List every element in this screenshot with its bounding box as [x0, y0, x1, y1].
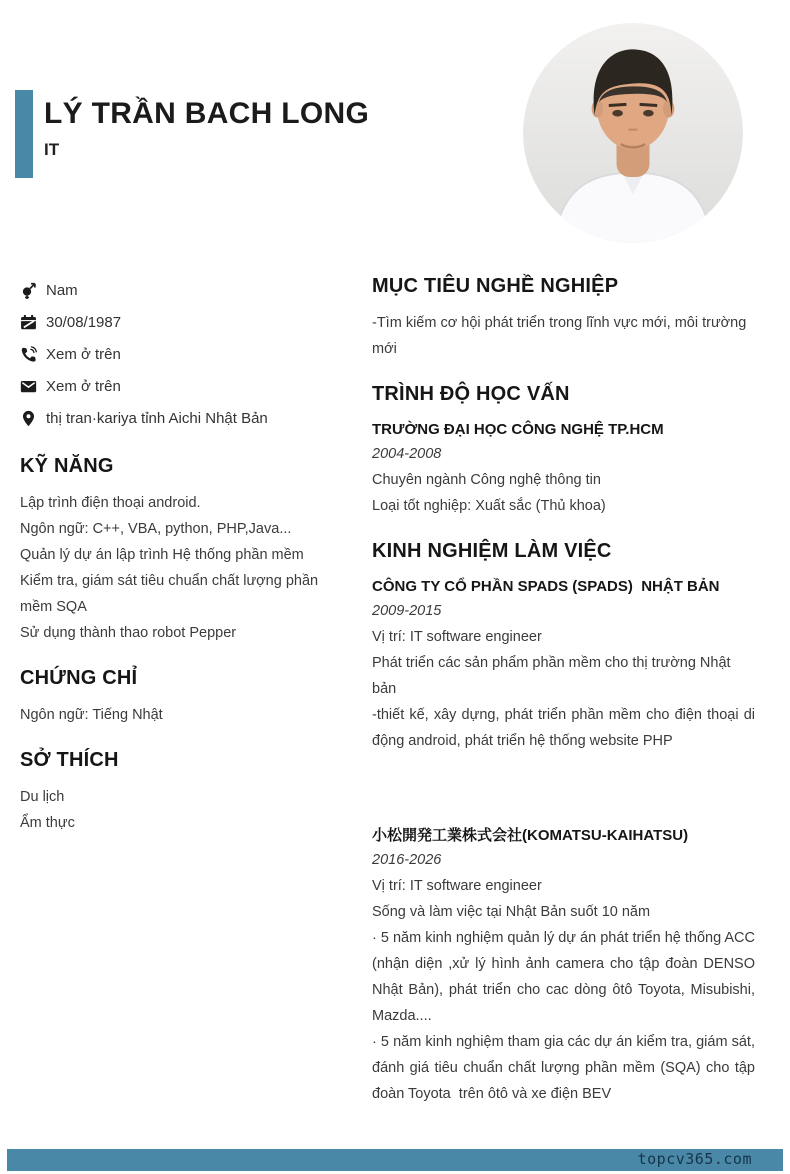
skill-item: Kiểm tra, giám sát tiêu chuẩn chất lượng phần mềm SQA — [20, 573, 319, 615]
job-period: 2009-2015 — [372, 603, 442, 619]
contact-row-phone — [20, 338, 352, 370]
job-detail: -thiết kế, xây dựng, phát triển phần mềm cho điện thoại di động android, phát triển hệ thống website PHP — [372, 707, 760, 749]
objective-text: -Tìm kiếm cơ hội phát triển trong lĩnh vực mới, môi trường mới — [372, 315, 751, 357]
header — [15, 90, 369, 178]
experience-job-1 — [372, 575, 760, 754]
location-icon — [20, 410, 37, 427]
skills-title: KỸ NĂNG — [20, 455, 114, 477]
profile-photo — [523, 23, 743, 243]
watermark-text: topcv365.com — [637, 1150, 752, 1168]
job-position: Vị trí: IT software engineer — [372, 629, 542, 645]
job-company: CÔNG TY CỔ PHẦN SPADS (SPADS) NHẬT BẢN — [372, 578, 720, 595]
objective-title: MỤC TIÊU NGHỀ NGHIỆP — [372, 275, 619, 297]
calendar-icon — [20, 314, 37, 331]
education-grade: Loại tốt nghiệp: Xuất sắc (Thủ khoa) — [372, 498, 606, 514]
job-detail: Sống và làm việc tại Nhật Bản suốt 10 năm — [372, 904, 651, 920]
left-column — [20, 274, 352, 836]
job-detail: · 5 năm kinh nghiệm tham gia các dự án kiểm tra, giám sát, đánh giá tiêu chuẩn chất lượng phần mềm (SQA) cho tập đoàn Toyota trên ôtô và xe điện BEV — [372, 1034, 760, 1102]
contact-gender: Nam — [46, 281, 78, 299]
contact-row-birthdate — [20, 306, 352, 338]
mail-icon — [20, 378, 37, 395]
education-title: TRÌNH ĐỘ HỌC VẤN — [372, 383, 570, 405]
gender-icon — [20, 282, 37, 299]
skill-item: Ngôn ngữ: C++, VBA, python, PHP,Java... — [20, 521, 292, 537]
contact-row-gender — [20, 274, 352, 306]
header-text — [33, 90, 369, 178]
skill-item: Lập trình điện thoại android. — [20, 495, 201, 511]
contact-email: Xem ở trên — [46, 377, 121, 395]
contact-birthdate: 30/08/1987 — [46, 313, 122, 331]
job-position: Vị trí: IT software engineer — [372, 878, 542, 894]
hobby-item: Ẩm thực — [20, 815, 75, 831]
hobby-item: Du lịch — [20, 789, 65, 805]
contact-row-email — [20, 370, 352, 402]
certificate-item: Ngôn ngữ: Tiếng Nhật — [20, 707, 163, 723]
job-company: 小松開発工業株式会社(KOMATSU-KAIHATSU) — [372, 827, 689, 844]
right-column — [372, 274, 760, 1107]
certificates-title: CHỨNG CHỈ — [20, 667, 138, 689]
job-detail: · 5 năm kinh nghiệm quản lý dự án phát triển hệ thống ACC (nhận diện ,xử lý hình ảnh camera cho tập đoàn DENSO Nhật Bản), phát triển cho cac dòng ôtô Toyota, Misubishi, Mazda.... — [372, 930, 760, 1024]
experience-job-2 — [372, 824, 760, 1107]
skill-item: Quản lý dự án lập trình Hệ thống phần mềm — [20, 547, 304, 563]
contact-phone: Xem ở trên — [46, 345, 121, 363]
education-major: Chuyên ngành Công nghệ thông tin — [372, 472, 601, 488]
skill-item: Sử dụng thành thao robot Pepper — [20, 625, 237, 641]
portrait-illustration — [523, 23, 743, 243]
education-period: 2004-2008 — [372, 446, 442, 462]
candidate-name: LÝ TRẦN BACH LONG — [44, 97, 370, 130]
accent-bar — [15, 90, 33, 178]
phone-icon — [20, 346, 37, 363]
contact-address: thị tran·kariya tỉnh Aichi Nhật Bản — [46, 409, 268, 427]
candidate-job-title: IT — [44, 140, 60, 159]
job-period: 2016-2026 — [372, 852, 442, 868]
hobbies-title: SỞ THÍCH — [20, 749, 119, 771]
education-school: TRƯỜNG ĐẠI HỌC CÔNG NGHỆ TP.HCM — [372, 421, 664, 438]
experience-title: KINH NGHIỆM LÀM VIỆC — [372, 540, 612, 562]
contact-row-address — [20, 402, 352, 434]
job-detail: Phát triển các sản phẩm phần mềm cho thị trường Nhật bản — [372, 655, 735, 697]
